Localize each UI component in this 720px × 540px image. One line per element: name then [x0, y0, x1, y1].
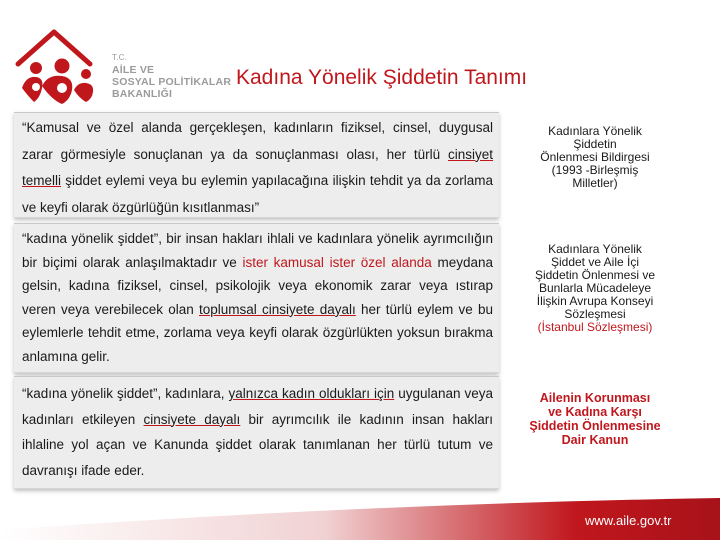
source-line: Kadınlara Yönelik [548, 242, 642, 256]
definition-text-segment: bir ayrımcılık ile kadının insan hakları ihlaline yol açan ve Kanunda şiddet olarak tanımlanan her türlü tutum ve davranışı ifade eder. [22, 411, 493, 478]
source-line: Sözleşmesi [564, 307, 626, 321]
source-line: Bunlarla Mücadeleye [538, 281, 652, 295]
logo-tc: T.C. [112, 53, 128, 62]
highlight-gender-based: cinsiyet temelli [22, 146, 493, 188]
source-line: Ailenin Korunması [539, 391, 651, 405]
page-title: Kadına Yönelik Şiddetin Tanımı [236, 66, 528, 89]
source-line: Şiddetin Önlenmesine [529, 419, 661, 433]
highlight-gender-based-social: toplumsal cinsiyete dayalı [199, 301, 356, 317]
definition-text-segment: her türlü eylem ve bu eylemlerle tehdit etme, zorlama veya keyfi olarak özgürlükten yoksun bırakma anlamına gelir. [22, 301, 493, 364]
highlight-gender-based-law: cinsiyete dayalı [143, 411, 241, 427]
definition-box-un [14, 112, 499, 218]
highlight-public-private: ister kamusal ister özel alanda [242, 254, 432, 270]
source-line: İlişkin Avrupa Konseyi [536, 294, 654, 308]
definition-text-istanbul [22, 227, 493, 369]
source-un-declaration [526, 125, 664, 190]
logo-wordmark [112, 52, 231, 100]
source-line: Milletler) [572, 176, 618, 190]
website-link[interactable]: www.aile.gov.tr [585, 513, 672, 528]
definition-text-law [22, 381, 493, 483]
source-line: Şiddetin [573, 137, 617, 151]
source-istanbul-convention [525, 243, 665, 334]
definition-text-segment: uygulanan veya kadınları etkileyen [22, 386, 493, 427]
highlight-only-women: yalnızca kadın oldukları için [228, 386, 395, 401]
definition-text-segment: şiddet eylemi veya bu eylemin yapılacağına ilişkin tehdit ya da zorlama ve keyfi olarak özgürlüğün kısıtlanması” [22, 173, 493, 215]
source-line: Önlenmesi Bildirgesi [540, 150, 650, 164]
definition-text-segment: meydana gelsin, kadına fiziksel, cinsel, psikolojik veya ekonomik zarar veya ıstırap veren veya verebilecek olan [22, 254, 493, 317]
source-line: Kadınlara Yönelik [548, 124, 642, 138]
ministry-logo [14, 28, 114, 106]
source-line: ve Kadına Karşı [548, 405, 642, 419]
logo-line1: AİLE VE [112, 64, 155, 76]
source-line: Şiddet ve Aile İçi [550, 255, 640, 269]
definition-text-segment: “kadına yönelik şiddet”, bir insan hakları ihlali ve kadınlara yönelik ayrımcılığın bir biçimi olarak anlaşılmaktadır ve [22, 231, 493, 270]
definition-box-law [14, 376, 499, 489]
logo-line3: BAKANLIĞI [112, 88, 173, 100]
source-line: Dair Kanun [561, 433, 629, 447]
logo-line2: SOSYAL POLİTİKALAR [112, 76, 232, 88]
definition-text-un [22, 115, 493, 221]
definition-text-segment: “kadına yönelik şiddet”, kadınlara, [22, 386, 229, 401]
definition-text-segment: “Kamusal ve özel alanda gerçekleşen, kadınların fiziksel, cinsel, duygusal zarar görmesiyle sonuçlanan ya da sonuçlanması olası, her türlü [22, 120, 493, 162]
definition-box-istanbul [14, 223, 499, 373]
source-line: Şiddetin Önlenmesi ve [534, 268, 656, 282]
source-line: (1993 -Birleşmiş [551, 163, 639, 177]
source-law-6284 [524, 391, 666, 447]
source-highlight: (İstanbul Sözleşmesi) [537, 320, 653, 334]
